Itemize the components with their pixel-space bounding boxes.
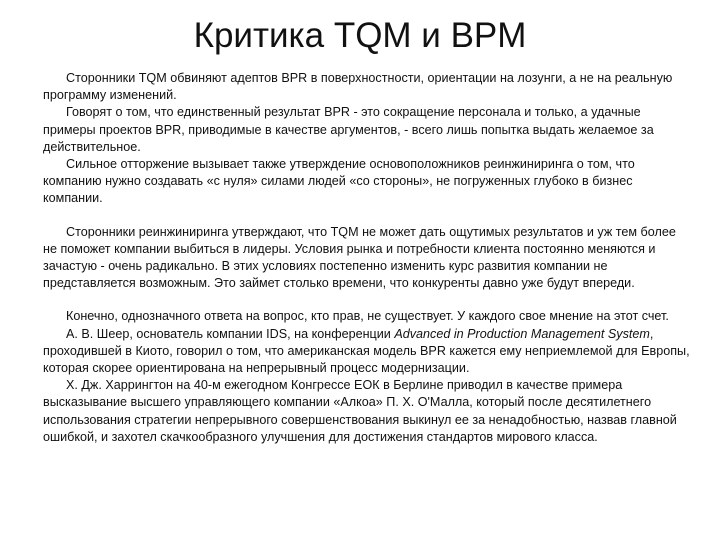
scheer-text-start: А. В. Шеер, основатель компании IDS, на конференции bbox=[66, 326, 395, 341]
paragraph-tqm-critique: Сторонники TQM обвиняют адептов BPR в поверхностности, ориентации на лозунги, а не на реальную программу изменений. bbox=[43, 71, 673, 103]
paragraph-no-single-answer: Конечно, однозначного ответа на вопрос, кто прав, не существует. У каждого свое мнение на этот счет. bbox=[66, 309, 669, 324]
slide-body bbox=[43, 70, 693, 446]
paragraph-from-scratch: Сильное отторжение вызывает также утверждение основоположников реинжиниринга о том, что компанию нужно создавать «с нуля» силами людей «со стороны», не погруженных глубоко в бизнес компании. bbox=[43, 157, 635, 206]
paragraph-bpr-staff-cuts: Говорят о том, что единственный результат BPR - это сокращение персонала и только, а удачные примеры проектов BPR, приводимые в качестве аргументов, - всего лишь попытка выдать желаемое за действительное. bbox=[43, 105, 654, 154]
slide-title: Критика TQM и BPM bbox=[193, 16, 527, 55]
paragraph-reengineering-argument: Сторонники реинжиниринга утверждают, что TQM не может дать ощутимых результатов и уж тем более не поможет компании выбиться в лидеры. Условия рынка и потребности клиента постоянно меняются и зачастую - очень радикально. В этих условиях постепенно изменить курс развития компании не представляется возможным. Это займет столько времени, что конкуренты давно уже будут впереди. bbox=[43, 224, 676, 291]
scheer-text-end: , проходившей в Киото, говорил о том, что американская модель BPR кажется ему неприемлемой для Европы, которая скорее ориентирована на непрерывный процесс модернизации. bbox=[43, 326, 690, 376]
paragraph-scheer bbox=[43, 326, 693, 378]
conference-name: Advanced in Production Management System bbox=[394, 326, 650, 341]
paragraph-harrington: Х. Дж. Харрингтон на 40-м ежегодном Конгрессе ЕОК в Берлине приводил в качестве примера высказывание высшего управляющего компании «Алкоа» П. Х. О'Малла, который после десятилетнего использования стратегии непрерывного совершенствования выкинул ее за ненадобностью, назвав главной ошибкой, и захотел скачкообразного улучшения для достижения стандартов мирового класса. bbox=[43, 378, 677, 444]
